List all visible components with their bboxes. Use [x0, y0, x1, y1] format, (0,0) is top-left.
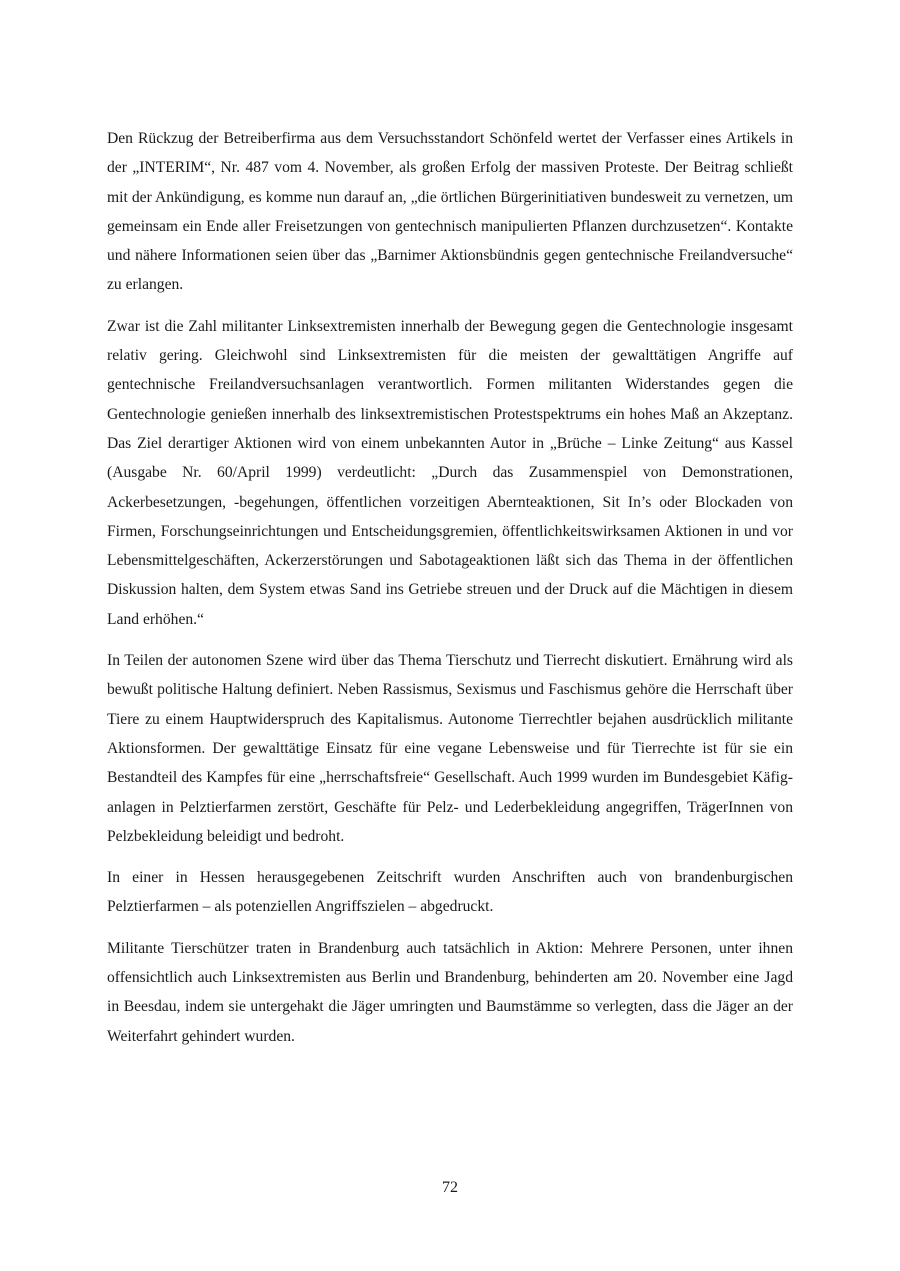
paragraph-4: In einer in Hessen herausgegebenen Zeitschrift wurden Anschriften auch von brandenburgischen Pelztierfarmen – als potenziellen Angriffszielen – abgedruckt.: [107, 869, 793, 916]
paragraph-2: Zwar ist die Zahl militanter Linksextremisten innerhalb der Bewegung gegen die Gentechnologie insgesamt relativ gering. Gleichwohl sind Linksextremisten für die meisten der gewalttätigen Angriffe auf gentechnische Freilandversuchsanlagen verantwortlich. Formen militanten Widerstandes gegen die Gentechnologie genießen innerhalb des linksextremistischen Protestspektrums ein hohes Maß an Akzeptanz. Das Ziel derartiger Aktionen wird von einem unbekannten Autor in „Brüche – Linke Zeitung“ aus Kassel (Ausgabe Nr. 60/April 1999) verdeutlicht: „Durch das Zusammenspiel von Demonstrationen, Ackerbesetzungen, -begehungen, öffentlichen vorzeitigen Aberntеaktionen, Sit In’s oder Blockaden von Firmen, Forschungseinrichtungen und Entscheidungsgremien, öffentlichkeitswirksamen Aktionen in und vor Lebensmittelgeschäften, Ackerzerstörungen und Sabotageaktionen läßt sich das Thema in der öffentlichen Diskussion halten, dem System etwas Sand ins Getriebe streuen und der Druck auf die Mächtigen in diesem Land erhöhen.“: [107, 317, 793, 628]
page-number: 72: [442, 1179, 458, 1196]
paragraph-1: Den Rückzug der Betreiberfirma aus dem Versuchsstandort Schönfeld wertet der Verfasser eines Artikels in der „INTERIM“, Nr. 487 vom 4. November, als großen Erfolg der massiven Proteste. Der Beitrag schließt mit der Ankündigung, es komme nun darauf an, „die örtlichen Bürgerinitiativen bundesweit zu vernetzen, um gemeinsam ein Ende aller Freisetzungen von gentechnisch manipulierten Pflanzen durchzusetzen“. Kontakte und nähere Informationen seien über das „Barnimer Aktionsbündnis gegen gentechnische Freilandversuche“ zu erlangen.: [107, 130, 793, 294]
paragraph-5: Militante Tierschützer traten in Brandenburg auch tatsächlich in Aktion: Mehrere Personen, unter ihnen offensichtlich auch Linksextremisten aus Berlin und Brandenburg, behinderten am 20. November eine Jagd in Beesdau, indem sie untergehakt die Jäger umringten und Baumstämme so verlegten, dass die Jäger an der Weiterfahrt gehindert wurden.: [107, 939, 793, 1045]
document-body: [107, 124, 793, 1063]
paragraph-3: In Teilen der autonomen Szene wird über das Thema Tierschutz und Tierrecht diskutiert. Ernährung wird als bewußt politische Haltung definiert. Neben Rassismus, Sexismus und Faschismus gehöre die Herrschaft über Tiere zu einem Hauptwiderspruch des Kapitalismus. Autonome Tierrechtler bejahen ausdrücklich militante Aktionsformen. Der gewalttätige Einsatz für eine vegane Lebensweise und für Tierrechte ist für sie ein Bestandteil des Kampfes für eine „herrschaftsfreie“ Gesellschaft. Auch 1999 wurden im Bundesgebiet Käfiganlagen in Pelztierfarmen zerstört, Geschäfte für Pelz- und Lederbekleidung angegriffen, TrägerInnen von Pelzbekleidung beleidigt und bedroht.: [107, 652, 793, 845]
